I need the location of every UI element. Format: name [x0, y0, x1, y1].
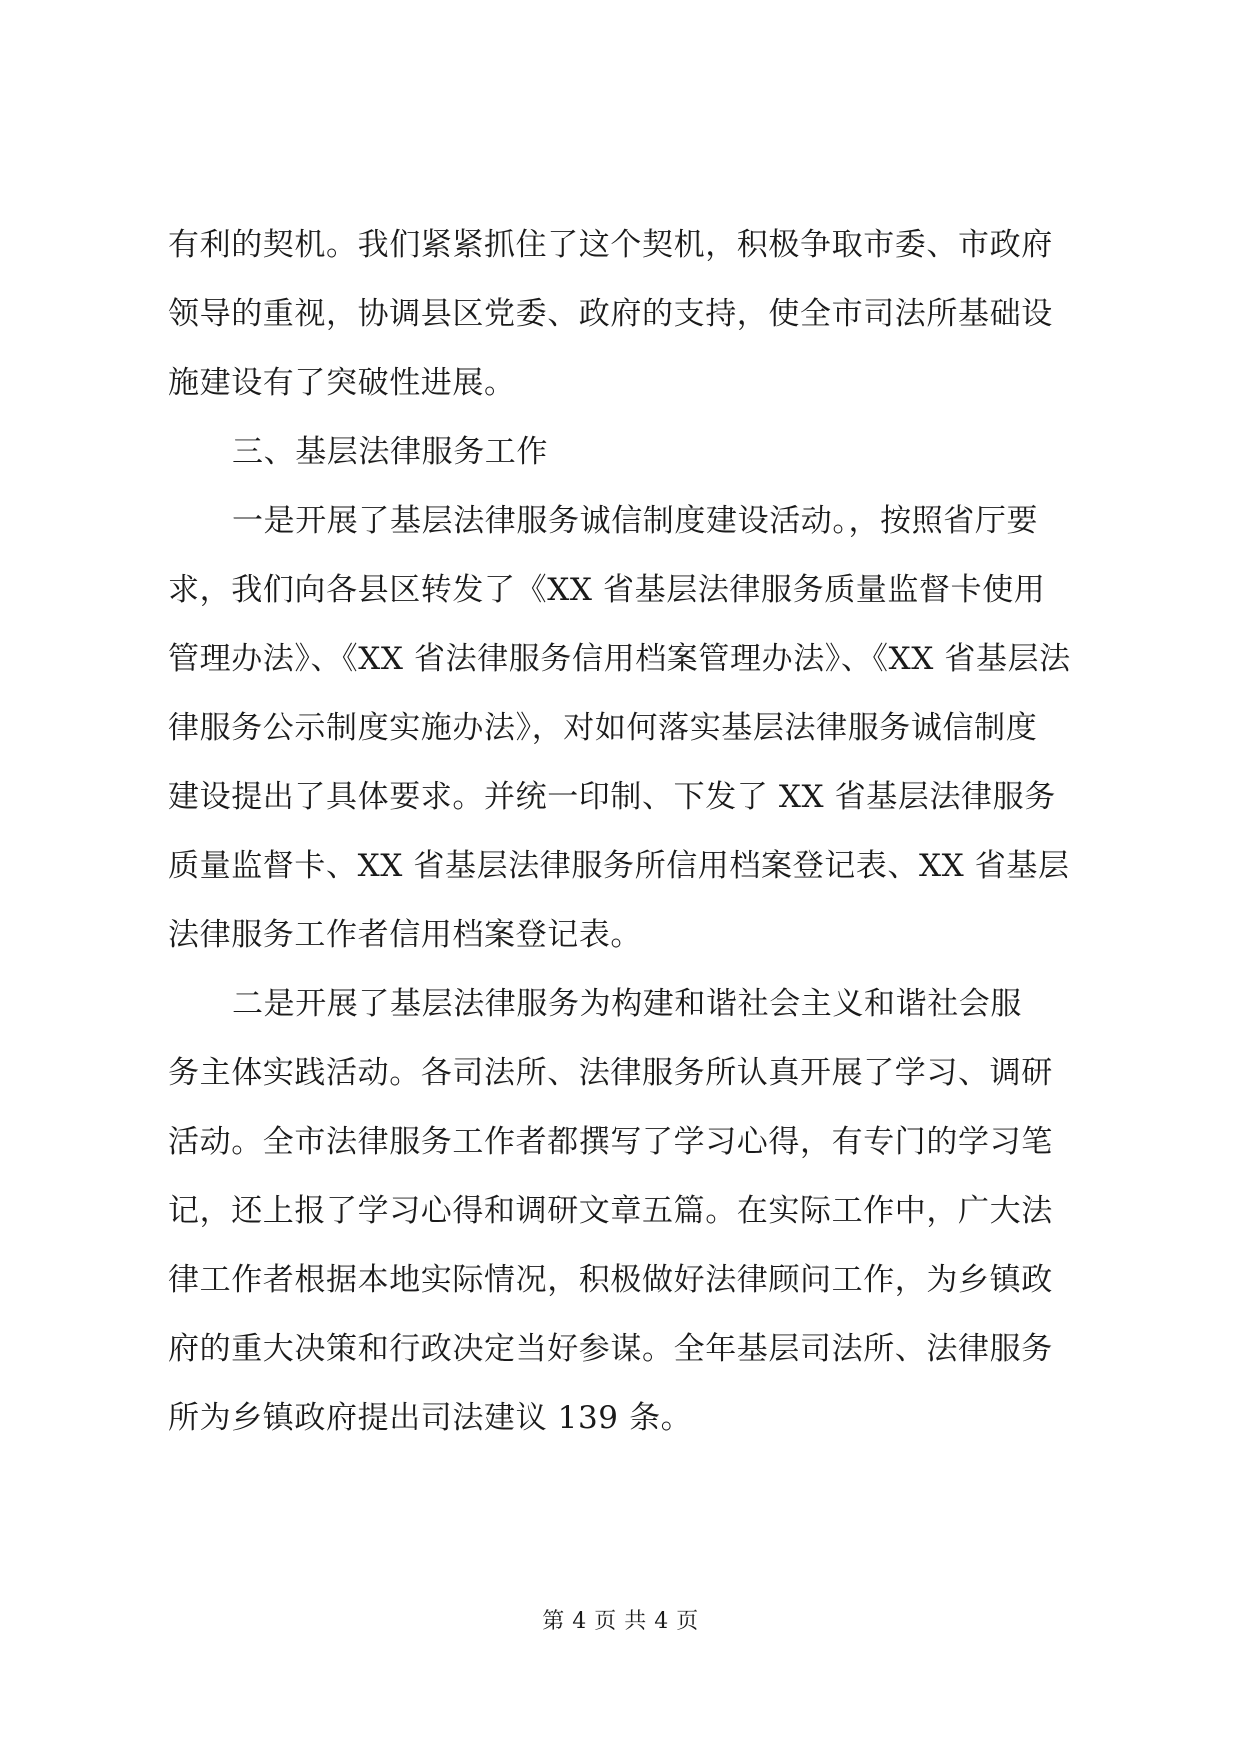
text-line: 质量监督卡、XX 省基层法律服务所信用档案登记表、XX 省基层 [168, 848, 1070, 884]
text-line: 有利的契机。我们紧紧抓住了这个契机，积极争取市委、市政府 [168, 227, 1053, 263]
text-line: 法律服务工作者信用档案登记表。 [168, 917, 642, 953]
text-line: 求，我们向各县区转发了《XX 省基层法律服务质量监督卡使用 [168, 572, 1046, 608]
page-number-footer: 第 4 页 共 4 页 [542, 1609, 699, 1634]
text-line: 施建设有了突破性进展。 [168, 365, 516, 401]
text-line: 管理办法》、《XX 省法律服务信用档案管理办法》、《XX 省基层法 [168, 641, 1071, 677]
text-line: 领导的重视，协调县区党委、政府的支持，使全市司法所基础设 [168, 296, 1053, 332]
section-heading: 三、基层法律服务工作 [232, 434, 548, 470]
text-line: 府的重大决策和行政决定当好参谋。全年基层司法所、法律服务 [168, 1331, 1053, 1367]
text-line: 建设提出了具体要求。并统一印制、下发了 XX 省基层法律服务 [168, 779, 1056, 815]
paragraph-start-line: 二是开展了基层法律服务为构建和谐社会主义和谐社会服 [232, 986, 1022, 1022]
text-line: 所为乡镇政府提出司法建议 139 条。 [168, 1400, 693, 1436]
text-line: 活动。全市法律服务工作者都撰写了学习心得，有专门的学习笔 [168, 1124, 1053, 1160]
paragraph-start-line: 一是开展了基层法律服务诚信制度建设活动。，按照省厅要 [232, 503, 1039, 539]
text-line: 务主体实践活动。各司法所、法律服务所认真开展了学习、调研 [168, 1055, 1053, 1091]
text-line: 记，还上报了学习心得和调研文章五篇。在实际工作中，广大法 [168, 1193, 1053, 1229]
text-line: 律服务公示制度实施办法》，对如何落实基层法律服务诚信制度 [168, 710, 1038, 746]
text-line: 律工作者根据本地实际情况，积极做好法律顾问工作，为乡镇政 [168, 1262, 1053, 1298]
